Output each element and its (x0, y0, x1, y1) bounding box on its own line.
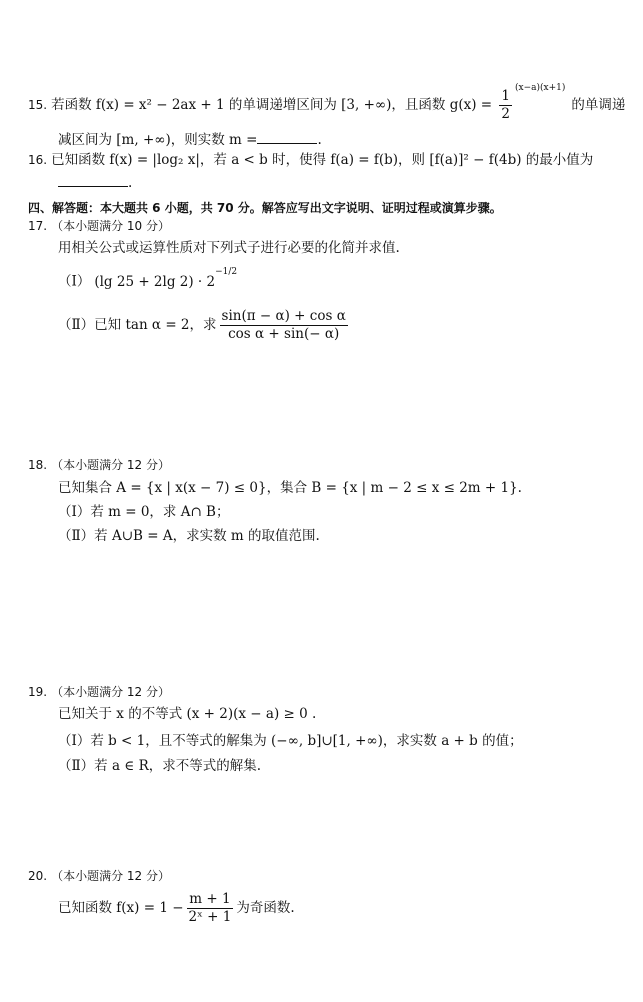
q20-header (28, 866, 170, 886)
score-note: （本小题满分 12 分） (51, 458, 170, 472)
q17-intro: 用相关公式或运算性质对下列式子进行必要的化简并求值. (58, 240, 400, 256)
question-number: 20. (28, 869, 48, 883)
question-number: 18. (28, 458, 48, 472)
fraction: $\frac{m + 1}{\text{2ˣ + 1}}$ (188, 891, 232, 925)
q15-text: 若函数 f(x) = x² − 2ax + 1 的单调递增区间为 [3, +∞)，且函数 g(x) = (51, 97, 497, 113)
q19-intro: 已知关于 x 的不等式 (x + 2)(x − a) ≥ 0 . (58, 706, 317, 722)
q17-part1: （Ⅰ） (lg 25 + 2lg $2) \cdot 2^{-1/2}$ (58, 267, 238, 290)
score-note: （本小题满分 10 分） (51, 219, 170, 233)
q18-header (28, 455, 170, 475)
exponent: (x−a)(x+1) (515, 82, 566, 93)
section-heading: 四、解答题：本大题共 6 小题，共 70 分。解答应写出文字说明、证明过程或演算步骤。 (28, 201, 502, 215)
expression: (lg 25 + 2lg 2) · 2 (94, 273, 216, 290)
q20-intro: 已知函数 f(x) = 1 − $\frac{m + 1}{\text{2ˣ + 1}}$ 为奇函数. (58, 891, 295, 925)
answer-blank[interactable] (58, 172, 128, 187)
fraction: $\frac{1}{2}$ (501, 88, 510, 122)
exponent: −1/2 (215, 267, 238, 277)
q15-line1 (28, 82, 626, 123)
q15-text-tail: 的单调递 (571, 97, 626, 113)
score-note: （本小题满分 12 分） (51, 685, 170, 699)
q15-line2: 减区间为 [m, +∞)，则实数 m = . (58, 129, 322, 150)
question-number: 17. (28, 219, 48, 233)
question-number: 16. (28, 153, 48, 167)
q15-text: 减区间为 [m, +∞)，则实数 m = (58, 132, 258, 148)
q17-header (28, 216, 170, 236)
q18-part1: （Ⅰ）若 m = 0，求 A∩ B； (58, 504, 230, 520)
score-note: （本小题满分 12 分） (51, 869, 170, 883)
q16-text: 已知函数 f(x) = |log₂ x|，若 a < b 时，使得 f(a) = f(b)，则 [f(a)]² − f(4b) 的最小值为 (51, 152, 594, 168)
q16-line1 (28, 150, 593, 170)
q18-part2: （Ⅱ）若 A∪B = A，求实数 m 的取值范围. (58, 528, 320, 544)
answer-blank[interactable] (257, 129, 317, 144)
q19-part2: （Ⅱ）若 a ∈ R，求不等式的解集. (58, 758, 262, 774)
q19-header (28, 682, 170, 702)
q19-part1: （Ⅰ）若 b < 1，且不等式的解集为 (−∞, b]∪[1, +∞)，求实数 a + b 的值； (58, 733, 523, 749)
q16-line2: . (58, 172, 132, 193)
q17-part2: （Ⅱ）已知 tan α = 2，求 $\frac{\text{sin(π − α) + cos α}}{\text{cos α + sin(− α)}}$ (58, 308, 346, 342)
q18-intro: 已知集合 A = {x | x(x − 7) ≤ 0}，集合 B = {x | m − 2 ≤ x ≤ 2m + 1}. (58, 480, 522, 496)
fraction: $\frac{\text{sin(π − α) + cos α}}{\text{cos α + sin(− α)}}$ (221, 308, 346, 342)
question-number: 15. (28, 98, 48, 112)
question-number: 19. (28, 685, 48, 699)
